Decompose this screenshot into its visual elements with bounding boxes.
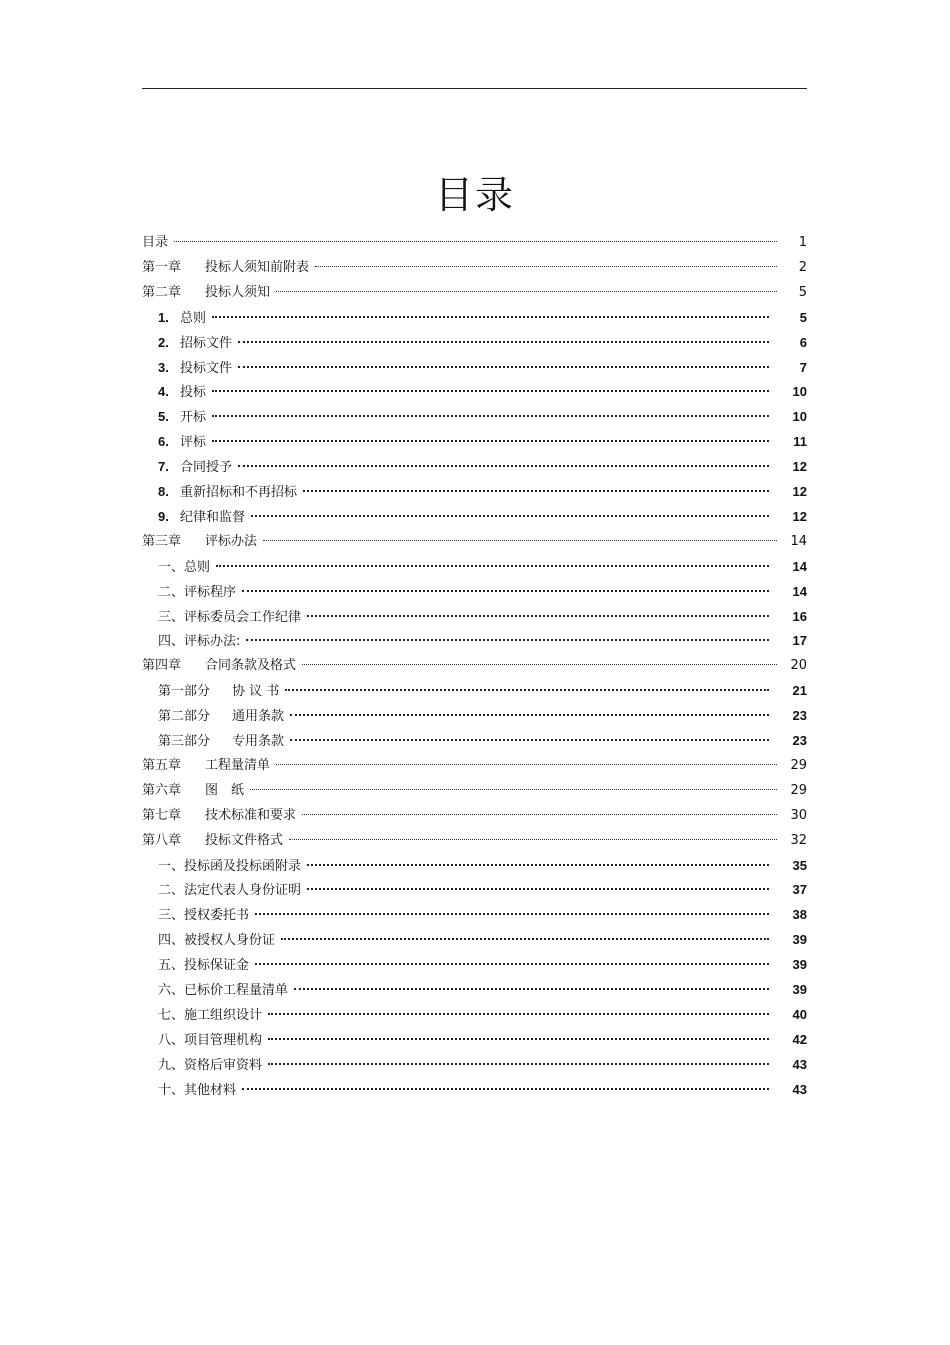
toc-entry-title: 协 议 书 bbox=[232, 684, 280, 700]
toc-entry-page-number: 39 bbox=[792, 957, 807, 973]
toc-entry-title: 图 纸 bbox=[205, 782, 245, 798]
toc-entry-page-number: 12 bbox=[792, 484, 807, 499]
toc-entry-number: 第六章 bbox=[142, 782, 182, 798]
toc-entry-title: 评标 bbox=[180, 435, 207, 451]
page-title: 目录 bbox=[434, 173, 515, 217]
dot-leader bbox=[281, 938, 769, 940]
toc-entry-title: 四、被授权人身份证 bbox=[158, 933, 276, 949]
toc-entry-title: 四、评标办法: bbox=[158, 634, 241, 650]
dot-leader bbox=[290, 714, 769, 716]
toc-entry-number: 6. bbox=[158, 434, 169, 450]
toc-entry-number: 3. bbox=[158, 359, 169, 375]
toc-entry[interactable] bbox=[158, 1052, 807, 1077]
toc-entry-page-number: 29 bbox=[790, 782, 807, 798]
dot-leader bbox=[242, 1088, 769, 1090]
toc-entry[interactable] bbox=[158, 504, 807, 529]
toc-entry[interactable] bbox=[158, 703, 807, 728]
toc-entry-title: 工程量清单 bbox=[205, 757, 271, 773]
toc-entry-title: 目录 bbox=[142, 235, 169, 250]
toc-entry[interactable] bbox=[142, 653, 807, 678]
dot-leader bbox=[250, 789, 777, 790]
toc-entry-page-number: 17 bbox=[792, 633, 807, 649]
dot-leader bbox=[290, 739, 769, 741]
toc-entry-number: 1. bbox=[158, 309, 169, 325]
toc-entry[interactable] bbox=[158, 1027, 807, 1052]
toc-entry-title: 纪律和监督 bbox=[180, 509, 246, 525]
toc-entry-page-number: 23 bbox=[792, 708, 807, 724]
toc-entry[interactable] bbox=[158, 379, 807, 404]
toc-entry-number: 第四章 bbox=[142, 658, 182, 674]
toc-entry-title: 十、其他材料 bbox=[158, 1082, 237, 1098]
toc-entry-number: 第三部分 bbox=[158, 734, 211, 749]
toc-entry-title: 投标人须知 bbox=[205, 284, 271, 300]
toc-entry[interactable] bbox=[158, 628, 807, 653]
toc-entry-number: 第二部分 bbox=[158, 709, 211, 725]
dot-leader bbox=[294, 988, 769, 990]
toc-entry-page-number: 39 bbox=[792, 932, 807, 948]
toc-entry-page-number: 1 bbox=[798, 235, 807, 250]
toc-entry-page-number: 40 bbox=[792, 1006, 807, 1022]
toc-entry-number: 第一章 bbox=[142, 259, 182, 275]
toc-entry-title: 二、评标程序 bbox=[158, 584, 237, 600]
toc-entry[interactable] bbox=[158, 678, 807, 703]
toc-entry-page-number: 14 bbox=[792, 558, 807, 574]
toc-entry-title: 合同授予 bbox=[180, 460, 233, 476]
toc-entry[interactable] bbox=[158, 977, 807, 1002]
toc-entry[interactable] bbox=[158, 479, 807, 504]
toc-entry[interactable] bbox=[158, 853, 807, 878]
toc-entry-page-number: 35 bbox=[792, 857, 807, 873]
toc-entry-title: 五、投标保证金 bbox=[158, 958, 250, 974]
toc-entry-title: 三、授权委托书 bbox=[158, 908, 250, 924]
toc-entry[interactable] bbox=[158, 952, 807, 977]
dot-leader bbox=[268, 1013, 769, 1015]
dot-leader bbox=[307, 615, 769, 617]
toc-entry-page-number: 7 bbox=[799, 359, 807, 375]
toc-entry[interactable] bbox=[158, 927, 807, 952]
toc-entry-page-number: 29 bbox=[790, 757, 807, 773]
toc-entry[interactable] bbox=[158, 429, 807, 454]
toc-entry[interactable] bbox=[158, 1002, 807, 1027]
toc-entry-number: 第五章 bbox=[142, 757, 182, 773]
toc-entry[interactable] bbox=[158, 604, 807, 629]
toc-entry[interactable] bbox=[142, 230, 807, 255]
toc-entry-number: 5. bbox=[158, 409, 169, 425]
toc-entry-page-number: 38 bbox=[792, 907, 807, 923]
dot-leader bbox=[302, 664, 777, 665]
toc-entry[interactable] bbox=[158, 1077, 807, 1102]
toc-entry-number: 第二章 bbox=[142, 284, 182, 300]
toc-entry[interactable] bbox=[142, 803, 807, 828]
toc-entry-number: 第一部分 bbox=[158, 684, 211, 700]
dot-leader bbox=[302, 814, 777, 815]
toc-entry-title: 总则 bbox=[180, 310, 207, 326]
toc-entry-page-number: 6 bbox=[799, 334, 807, 350]
toc-entry-page-number: 32 bbox=[790, 832, 807, 848]
toc-entry-page-number: 43 bbox=[792, 1056, 807, 1072]
dot-leader bbox=[238, 465, 769, 467]
header-rule bbox=[142, 88, 807, 89]
toc-entry-number: 2. bbox=[158, 334, 169, 350]
dot-leader bbox=[212, 415, 769, 417]
dot-leader bbox=[174, 241, 777, 242]
toc-entry-page-number: 5 bbox=[798, 284, 807, 300]
dot-leader bbox=[255, 963, 769, 965]
toc-entry-page-number: 30 bbox=[790, 807, 807, 823]
toc-entry-page-number: 21 bbox=[792, 683, 807, 699]
toc-entry-title: 评标办法 bbox=[205, 533, 258, 549]
dot-leader bbox=[238, 366, 769, 368]
toc-entry-page-number: 20 bbox=[790, 658, 807, 674]
toc-entry[interactable] bbox=[142, 778, 807, 803]
toc-entry-title: 一、总则 bbox=[158, 559, 211, 575]
toc-entry[interactable] bbox=[158, 902, 807, 927]
toc-entry-title: 七、施工组织设计 bbox=[158, 1007, 263, 1023]
toc-entry-title: 九、资格后审资料 bbox=[158, 1057, 263, 1073]
dot-leader bbox=[212, 316, 769, 318]
toc-entry-title: 合同条款及格式 bbox=[205, 658, 297, 674]
dot-leader bbox=[268, 1063, 769, 1065]
toc-entry-title: 投标文件格式 bbox=[205, 832, 284, 848]
toc-entry-page-number: 11 bbox=[793, 434, 807, 450]
dot-leader bbox=[216, 565, 769, 567]
toc-entry-title: 技术标准和要求 bbox=[205, 807, 297, 823]
toc-entry-number: 第八章 bbox=[142, 832, 182, 848]
toc-entry[interactable] bbox=[158, 877, 807, 902]
toc-entry-number: 第三章 bbox=[142, 533, 182, 549]
toc-entry[interactable] bbox=[142, 753, 807, 778]
toc-entry-page-number: 37 bbox=[792, 882, 807, 898]
toc-entry[interactable] bbox=[158, 404, 807, 429]
toc-entry[interactable] bbox=[158, 330, 807, 355]
dot-leader bbox=[303, 490, 769, 492]
toc-entry[interactable] bbox=[158, 355, 807, 380]
toc-entry-number: 9. bbox=[158, 508, 169, 524]
dot-leader bbox=[251, 515, 769, 517]
dot-leader bbox=[315, 266, 777, 267]
dot-leader bbox=[242, 590, 769, 592]
toc-entry[interactable] bbox=[158, 454, 807, 479]
toc-entry-page-number: 39 bbox=[792, 982, 807, 997]
toc-entry-title: 重新招标和不再招标 bbox=[180, 485, 298, 500]
toc-entry-page-number: 14 bbox=[792, 583, 807, 599]
dot-leader bbox=[255, 913, 769, 915]
toc-entry[interactable] bbox=[158, 305, 807, 330]
toc-entry-page-number: 16 bbox=[792, 608, 807, 624]
toc-entry-number: 4. bbox=[158, 384, 169, 400]
toc-entry-title: 招标文件 bbox=[180, 335, 233, 351]
dot-leader bbox=[268, 1038, 769, 1040]
toc-entry-title: 投标 bbox=[180, 385, 207, 401]
toc-entry[interactable] bbox=[158, 728, 807, 753]
toc-entry-page-number: 5 bbox=[799, 309, 807, 325]
toc-entry[interactable] bbox=[142, 828, 807, 853]
dot-leader bbox=[307, 888, 769, 890]
toc-entry-page-number: 14 bbox=[790, 533, 807, 549]
toc-entry-title: 开标 bbox=[180, 410, 207, 426]
toc-entry-title: 三、评标委员会工作纪律 bbox=[158, 609, 302, 625]
toc-entry[interactable] bbox=[142, 280, 807, 305]
toc-entry-page-number: 23 bbox=[792, 733, 807, 748]
dot-leader bbox=[263, 540, 777, 541]
toc-entry-page-number: 12 bbox=[792, 508, 807, 524]
toc-entry-title: 六、已标价工程量清单 bbox=[158, 983, 289, 998]
dot-leader bbox=[276, 764, 777, 765]
toc-entry-number: 7. bbox=[158, 459, 169, 475]
dot-leader bbox=[238, 341, 769, 343]
toc-entry[interactable] bbox=[158, 554, 807, 579]
toc-entry-number: 8. bbox=[158, 484, 169, 499]
dot-leader bbox=[212, 390, 769, 392]
toc-entry-number: 第七章 bbox=[142, 807, 182, 823]
toc-entry[interactable] bbox=[142, 255, 807, 280]
dot-leader bbox=[307, 864, 769, 866]
dot-leader bbox=[212, 440, 769, 442]
dot-leader bbox=[285, 689, 769, 691]
dot-leader bbox=[246, 639, 769, 641]
toc-entry-title: 一、投标函及投标函附录 bbox=[158, 858, 302, 874]
toc-entry[interactable] bbox=[142, 529, 807, 554]
toc-entry-title: 投标文件 bbox=[180, 360, 233, 376]
toc-entry-title: 投标人须知前附表 bbox=[205, 259, 310, 275]
toc-entry-page-number: 10 bbox=[792, 409, 807, 425]
toc-entry-title: 专用条款 bbox=[232, 734, 285, 749]
toc-entry-page-number: 42 bbox=[792, 1031, 807, 1047]
toc-entry-title: 二、法定代表人身份证明 bbox=[158, 883, 302, 899]
toc-entry-title: 八、项目管理机构 bbox=[158, 1032, 263, 1048]
dot-leader bbox=[289, 839, 777, 840]
toc-entry-page-number: 43 bbox=[792, 1081, 807, 1097]
toc-entry[interactable] bbox=[158, 579, 807, 604]
toc-entry-page-number: 10 bbox=[792, 384, 807, 400]
toc-entry-title: 通用条款 bbox=[232, 709, 285, 725]
toc-entry-page-number: 12 bbox=[792, 459, 807, 475]
toc-entry-page-number: 2 bbox=[798, 259, 807, 275]
dot-leader bbox=[276, 291, 777, 292]
